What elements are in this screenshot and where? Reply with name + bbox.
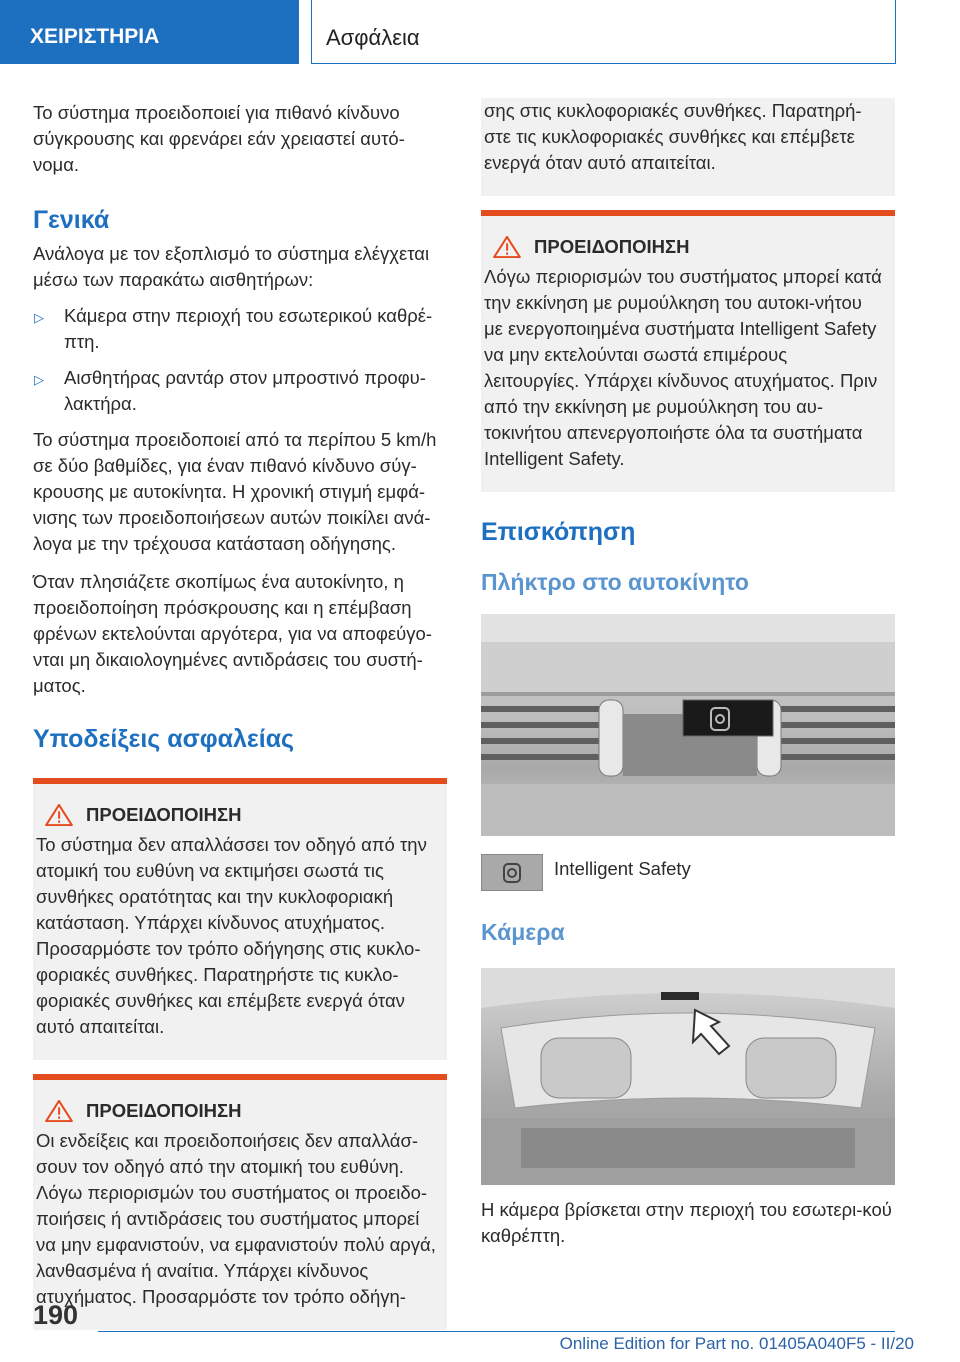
camera-caption: Η κάμερα βρίσκεται στην περιοχή του εσωτερι-κού καθρέπτη. (481, 1199, 892, 1246)
chapter-tab: ΧΕΙΡΙΣΤΗΡΙΑ (0, 0, 299, 64)
camera-heading: Κάμερα (481, 919, 565, 945)
warning-title: ΠΡΟΕΙΔΟΠΟΙΗΣΗ (86, 804, 242, 825)
warning-triangle-icon (44, 1100, 74, 1122)
button-label: Intelligent Safety (554, 858, 691, 879)
warning-title: ΠΡΟΕΙΔΟΠΟΙΗΣΗ (534, 236, 690, 257)
footer-rule (98, 1331, 895, 1332)
camera-location-photo (481, 968, 895, 1185)
continued-text: σης στις κυκλοφοριακές συνθήκες. Παρατηρή-στε τις κυκλοφοριακές συνθήκες και επέμβετε ενεργά όταν αυτό απαιτείται. (484, 100, 862, 173)
warning-continuation (481, 98, 895, 196)
button-heading: Πλήκτρο στο αυτοκίνητο (481, 569, 749, 595)
intelligent-safety-button-icon (481, 854, 543, 891)
warning-triangle-icon (492, 236, 522, 258)
overview-heading: Επισκόπηση (481, 518, 636, 546)
header-divider-right (895, 0, 896, 64)
warning-text: Το σύστημα δεν απαλλάσσει τον οδηγό από την ατομική του ευθύνη να εκτιμήσει σωστά τις συνθήκες ορατότητας και την κυκλοφοριακή κατάσταση. Υπάρχει κίνδυνος ατυχήματος. Προσαρμόστε τον τρόπο οδήγησης στις κυκλο-φοριακές συνθήκες. Παρατηρήστε τις κυκλο-φοριακές συνθήκες και επέμβετε ενεργά όταν αυτό απαιτείται. (36, 834, 427, 1037)
list-item: ▷ Κάμερα στην περιοχή του εσωτερικού καθρέ-πτη. (34, 305, 433, 352)
list-item: ▷ Αισθητήρας ραντάρ στον μπροστινό προφυ-λακτήρα. (34, 367, 426, 414)
dashboard-illustration (481, 614, 895, 836)
edition-text: Online Edition for Part no. 01405A040F5 - II/20 (559, 1334, 914, 1353)
right-column (481, 98, 895, 1249)
page-number: 190 (33, 1300, 79, 1330)
warning-box (33, 778, 447, 1060)
sensor-list (33, 303, 447, 417)
button-legend (481, 854, 895, 891)
warning-box (481, 210, 895, 492)
triangle-bullet-icon: ▷ (34, 310, 44, 325)
general-heading: Γενικά (33, 206, 110, 234)
section-title: Ασφάλεια (326, 25, 420, 50)
approach-paragraph: Όταν πλησιάζετε σκοπίμως ένα αυτοκίνητο, η προειδοποίηση πρόσκρουσης και η επέμβαση φρένων εκτελούνται αργότερα, για να αποφεύγο-νται μη δικαιολογημένες αντιδράσεις του συστή-ματος. (33, 571, 432, 696)
warning-box (33, 1074, 447, 1330)
general-text: Ανάλογα με τον εξοπλισμό το σύστημα ελέγχεται μέσω των παρακάτω αισθητήρων: (33, 243, 430, 290)
interior-illustration (481, 968, 895, 1185)
warning-text: Οι ενδείξεις και προειδοποιήσεις δεν απαλλάσ-σουν τον οδηγό από την ατομική του ευθύνη. Λόγω περιορισμών του συστήματος οι προειδο-ποιήσεις ή αντιδράσεις του συστήματος μπορεί να μην εμφανιστούν, να εμφανιστούν πολύ αργά, λανθασμένα ή αναίτια. Υπάρχει κίνδυνος ατυχήματος. Προσαρμόστε τον τρόπο οδήγη- (36, 1130, 436, 1307)
left-column (33, 100, 447, 1330)
safety-heading: Υποδείξεις ασφαλείας (33, 725, 295, 753)
dashboard-button-photo (481, 614, 895, 836)
warning-triangle-icon (44, 804, 74, 826)
speed-paragraph: Το σύστημα προειδοποιεί από τα περίπου 5 km/h σε δύο βαθμίδες, για έναν πιθανό κίνδυνο σύγ-κρουσης με αυτοκίνητα. Η χρονική στιγμή εμφά-νισης των προειδοποιήσεων αυτών ποικίλει ανά-λογα με την τρέχουσα κατάσταση οδήγησης. (33, 429, 437, 554)
intro-text: Το σύστημα προειδοποιεί για πιθανό κίνδυνο σύγκρουσης και φρενάρει εάν χρειαστεί αυτό-νομα. (33, 102, 405, 175)
header-rule (311, 63, 896, 64)
header-divider (311, 0, 312, 64)
triangle-bullet-icon: ▷ (34, 372, 44, 387)
warning-title: ΠΡΟΕΙΔΟΠΟΙΗΣΗ (86, 1100, 242, 1121)
warning-text: Λόγω περιορισμών του συστήματος μπορεί κατά την εκκίνηση με ρυμούλκηση του αυτοκι-νήτου με ενεργοποιημένα συστήματα Intelligent Safety να μην εκτελούνται σωστά επιμέρους λειτουργίες. Υπάρχει κίνδυνος ατυχήματος. Πριν από την εκκίνηση με ρυμούλκηση του αυ-τοκινήτου απενεργοποιήστε όλα τα συστήματα Intelligent Safety. (484, 266, 882, 469)
